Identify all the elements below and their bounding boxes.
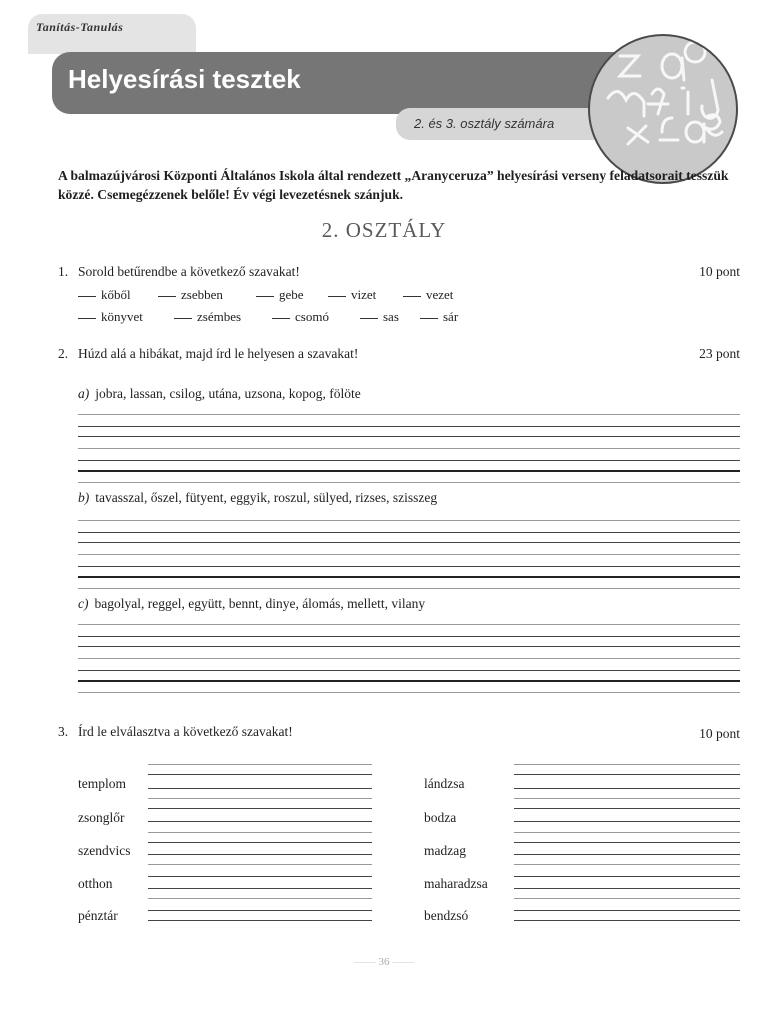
writing-line [514, 864, 740, 865]
writing-line [78, 436, 740, 437]
task1-instruction: Sorold betűrendbe a következő szavakat! [78, 264, 300, 279]
task1-points: 10 pont [699, 264, 740, 279]
task2-item-b [78, 490, 437, 506]
writing-line [514, 842, 740, 843]
item-text: jobra, lassan, csilog, utána, uzsona, kopog, fölöte [95, 386, 361, 401]
writing-line [78, 670, 740, 671]
page-number [0, 956, 768, 968]
task3-word-right: madzag [424, 843, 466, 858]
writing-line [78, 576, 740, 578]
page-number-dash-right: —— [392, 956, 415, 968]
writing-line [148, 864, 372, 865]
task3-word-right: maharadzsa [424, 876, 488, 891]
writing-line [148, 832, 372, 833]
writing-line [78, 554, 740, 555]
task3-instruction: Írd le elválasztva a következő szavakat! [78, 724, 293, 739]
intro-paragraph: A balmazújvárosi Központi Általános Iskola által rendezett „Aranyceruza” helyesírási verseny feladatsorait tesszük közzé. Csemegézzenek belőle! Év végi levezetésnek szánjuk. [58, 168, 729, 202]
task3-word-left: otthon [78, 876, 113, 891]
writing-line [148, 888, 372, 889]
task3-word-right: bodza [424, 810, 457, 825]
writing-line [514, 854, 740, 855]
task1-word-item [174, 308, 241, 326]
task1-word: vezet [426, 287, 454, 302]
task2-points: 23 pont [699, 346, 740, 361]
answer-blank[interactable] [360, 318, 378, 319]
writing-line [148, 788, 372, 789]
task1-word-item [403, 286, 453, 304]
writing-line [514, 774, 740, 775]
answer-blank[interactable] [328, 296, 346, 297]
task1-word: sár [443, 309, 459, 324]
writing-line [148, 854, 372, 855]
task1-word: gebe [279, 287, 304, 302]
answer-blank[interactable] [174, 318, 192, 319]
page-title: Helyesírási tesztek [68, 64, 301, 94]
task2-number: 2. [58, 346, 69, 361]
writing-line [148, 898, 372, 899]
page-number-dash-left: —— [353, 956, 376, 968]
section-title: 2. OSZTÁLY [321, 218, 447, 242]
writing-line [514, 798, 740, 799]
writing-line [514, 910, 740, 911]
answer-blank[interactable] [272, 318, 290, 319]
task2-item-c [78, 596, 425, 612]
answer-blank[interactable] [158, 296, 176, 297]
task3-writing-lines-left[interactable] [148, 764, 372, 924]
answer-blank[interactable] [256, 296, 274, 297]
writing-line [148, 920, 372, 921]
task1-word: könyvet [101, 309, 143, 324]
writing-line [78, 460, 740, 461]
task3-word-left: templom [78, 776, 126, 791]
task2-instruction: Húzd alá a hibákat, majd írd le helyesen a szavakat! [78, 346, 359, 361]
header-tab-label: Tanítás-Tanulás [36, 20, 124, 34]
task3-number: 3. [58, 724, 69, 739]
writing-line [78, 680, 740, 682]
task3-word-left: zsonglőr [78, 810, 125, 825]
task3-points: 10 pont [699, 726, 740, 741]
writing-line [78, 636, 740, 637]
task1-word-item [78, 308, 143, 326]
writing-line [514, 821, 740, 822]
writing-line [78, 658, 740, 659]
task1-word-item [256, 286, 304, 304]
writing-line [514, 898, 740, 899]
writing-line [78, 426, 740, 427]
writing-line [148, 821, 372, 822]
task1-number: 1. [58, 264, 69, 279]
task1-word-item [328, 286, 376, 304]
item-letter: c) [78, 596, 89, 611]
page-subtitle: 2. és 3. osztály számára [414, 116, 555, 131]
task3-writing-lines-right[interactable] [514, 764, 740, 924]
writing-line [148, 798, 372, 799]
writing-line [514, 764, 740, 765]
writing-line [514, 808, 740, 809]
writing-line [78, 542, 740, 543]
writing-line [514, 888, 740, 889]
page-number-value: 36 [378, 956, 390, 968]
task3-word-right: lándzsa [424, 776, 465, 791]
task1-word: vizet [351, 287, 377, 302]
writing-line [78, 470, 740, 472]
item-text: tavasszal, őszel, fütyent, eggyik, roszul, sülyed, rizses, szisszeg [95, 490, 438, 505]
writing-line [514, 920, 740, 921]
task1-word: kőből [101, 287, 131, 302]
writing-line [78, 692, 740, 693]
writing-line [514, 788, 740, 789]
task2-writing-lines-a[interactable] [78, 414, 740, 484]
task1-word-item [420, 308, 458, 326]
task3-word-left: szendvics [78, 843, 131, 858]
writing-line [148, 842, 372, 843]
handwritten-letters-illustration [590, 36, 738, 184]
writing-line [78, 588, 740, 589]
answer-blank[interactable] [78, 318, 96, 319]
item-letter: b) [78, 490, 90, 505]
task1-word: sas [383, 309, 399, 324]
writing-line [148, 876, 372, 877]
answer-blank[interactable] [403, 296, 421, 297]
letters-decoration [588, 34, 738, 184]
writing-line [148, 910, 372, 911]
writing-line [78, 482, 740, 483]
task3-word-left: pénztár [78, 908, 118, 923]
writing-line [78, 566, 740, 567]
writing-line [78, 520, 740, 521]
writing-line [514, 832, 740, 833]
writing-line [148, 808, 372, 809]
answer-blank[interactable] [78, 296, 96, 297]
writing-line [148, 774, 372, 775]
writing-line [78, 532, 740, 533]
task1-word: zsémbes [197, 309, 242, 324]
task1-word-item [78, 286, 131, 304]
task1-word: zsebben [181, 287, 223, 302]
item-letter: a) [78, 386, 90, 401]
writing-line [78, 448, 740, 449]
answer-blank[interactable] [420, 318, 438, 319]
writing-line [514, 876, 740, 877]
task2-item-a [78, 386, 361, 402]
task2-writing-lines-c[interactable] [78, 624, 740, 694]
task3-word-right: bendzsó [424, 908, 469, 923]
writing-line [148, 764, 372, 765]
writing-line [78, 646, 740, 647]
writing-line [78, 414, 740, 415]
task1-word-item [272, 308, 329, 326]
task1-word-item [158, 286, 223, 304]
task2-writing-lines-b[interactable] [78, 520, 740, 590]
item-text: bagolyal, reggel, együtt, bennt, dinye, álomás, mellett, vilany [94, 596, 426, 611]
task1-word: csomó [295, 309, 329, 324]
task1-word-item [360, 308, 399, 326]
writing-line [78, 624, 740, 625]
